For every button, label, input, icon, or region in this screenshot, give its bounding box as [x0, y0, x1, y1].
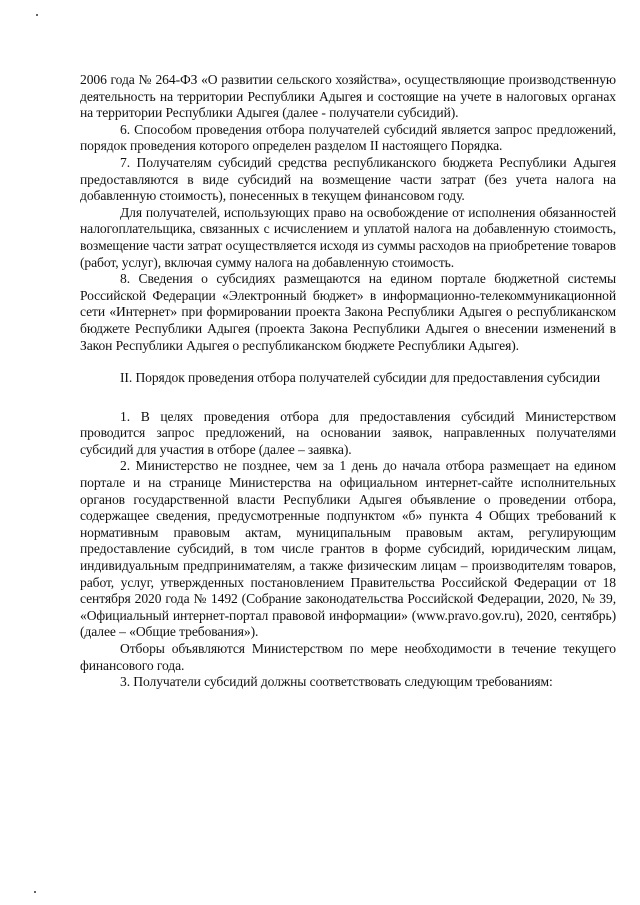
section-paragraph-3: 3. Получатели субсидий должны соответствовать следующим требованиям:: [120, 674, 553, 690]
section-heading: II. Порядок проведения отбора получателей субсидии для предоставления субсидии: [120, 370, 601, 386]
section-paragraph-1: 1. В целях проведения отбора для предоставления субсидий Министерством проводится запрос предложений, на основании заявок, направленных получателями субсидий для участия в отборе (далее – заявка).: [80, 408, 616, 457]
paragraph-7-continued: Для получателей, использующих право на освобождение от исполнения обязанностей налогоплательщика, связанных с исчислением и уплатой налога на добавленную стоимость, возмещение части затрат осуществляется исходя из суммы расходов на приобретение товаров (работ, услуг), включая сумму налога на добавленную стоимость.: [80, 204, 616, 270]
paragraph-intro: 2006 года № 264-ФЗ «О развитии сельского хозяйства», осуществляющие производственную деятельность на территории Республики Адыгея и состоящие на учете в налоговых органах на территории Республики Адыгея (далее - получатели субсидий).: [80, 72, 616, 121]
paragraph-7: 7. Получателям субсидий средства республиканского бюджета Республики Адыгея предоставляются в виде субсидий на возмещение части затрат (без учета налога на добавленную стоимость), понесенных в текущем финансовом году.: [80, 154, 616, 204]
paragraph-8: 8. Сведения о субсидиях размещаются на едином портале бюджетной системы Российской Федерации «Электронный бюджет» в информационно-телекоммуникационной сети «Интернет» при формировании проекта Закона Республики Адыгея о республиканском бюджете Республики Адыгея (проекта Закона Республики Адыгея о внесении изменений в Закон Республики Адыгея о республиканском бюджете Республики Адыгея).: [80, 271, 616, 353]
scan-speck: [36, 14, 38, 16]
section-paragraph-2: 2. Министерство не позднее, чем за 1 день до начала отбора размещает на едином портале и на странице Министерства на официальном интернет-сайте исполнительных органов государственной власти Республики Адыгея объявление о проведении отбора, содержащее сведения, предусмотренные подпунктом «б» пункта 4 Общих требований к нормативным правовым актам, муниципальным правовым актам, регулирующим предоставление субсидий, в том числе грантов в форме субсидий, юридическим лицам, индивидуальным предпринимателям, а также физическим лицам – производителям товаров, работ, услуг, утвержденных постановлением Правительства Российской Федерации от 18 сентября 2020 года № 1492 (Собрание законодательства Российской Федерации, 2020, № 39, «Официальный интернет-портал правовой информации» (www.pravo.gov.ru), 2020, сентябрь) (далее – «Общие требования»).: [80, 458, 616, 640]
spacer: [80, 401, 616, 409]
scan-speck: [34, 891, 36, 893]
section-paragraph-2-continued: Отборы объявляются Министерством по мере необходимости в течение текущего финансового года.: [80, 641, 616, 673]
document-body: [80, 72, 616, 691]
paragraph-6: 6. Способом проведения отбора получателей субсидий является запрос предложений, порядок проведения которого определен разделом II настоящего Порядка.: [80, 121, 616, 154]
